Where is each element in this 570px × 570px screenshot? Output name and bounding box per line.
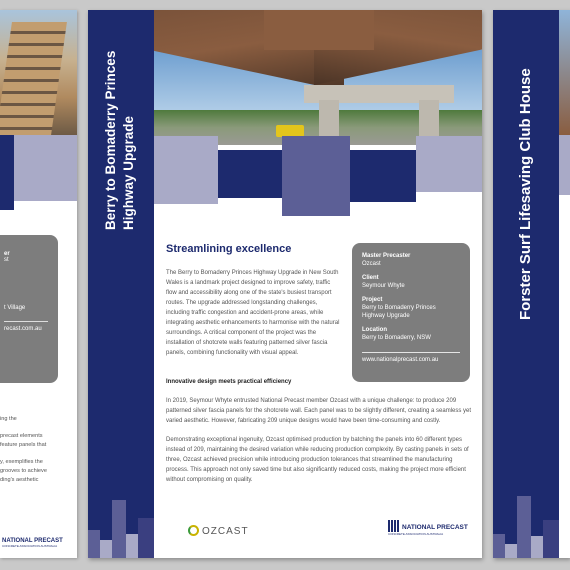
ozcast-wordmark: OZCAST bbox=[202, 526, 249, 537]
building-facade bbox=[0, 22, 67, 135]
bar bbox=[100, 540, 112, 558]
decor-block bbox=[154, 136, 218, 204]
master-precaster-label: Master Precaster bbox=[362, 253, 411, 259]
project-label: Project bbox=[362, 297, 383, 303]
bridge-photo bbox=[154, 10, 482, 145]
card-fragment: t Village bbox=[4, 305, 26, 311]
master-precaster-value: Ozcast bbox=[362, 261, 381, 267]
client-value: Seymour Whyte bbox=[362, 283, 405, 289]
decor-block bbox=[218, 150, 282, 198]
card-fragment: er bbox=[4, 251, 10, 257]
bar bbox=[505, 544, 517, 558]
client-label: Client bbox=[362, 275, 379, 281]
card-fragment: st bbox=[4, 257, 9, 263]
project-value: Berry to Bomaderry Princes Highway Upgrade bbox=[362, 305, 436, 319]
bar bbox=[531, 536, 543, 558]
national-precast-logo bbox=[2, 538, 63, 548]
vertical-project-title: Berry to Bomaderry Princes Highway Upgrade bbox=[103, 50, 136, 230]
national-precast-logo bbox=[388, 520, 468, 536]
bar bbox=[88, 530, 100, 558]
building-photo bbox=[0, 10, 77, 135]
bar bbox=[517, 496, 531, 558]
lavender-block bbox=[559, 135, 570, 195]
project-info-card bbox=[0, 235, 58, 383]
bar bbox=[112, 500, 126, 558]
ozcast-mark-icon bbox=[188, 525, 199, 536]
paragraph: Demonstrating exceptional ingenuity, Ozcast optimised production by batching the panels into 60 different types instead of 209, maintaining the desired variation while reducing production complexity. By casting panels in sets of three, Ozcast achieved precision while introducing production tolerances that streamlined the manufacturing process. This approach not only saved time but also significantly reduced costs, making the project more efficient without compromising on quality. bbox=[166, 437, 469, 483]
body-fragment: ing the bbox=[0, 416, 17, 422]
ozcast-logo bbox=[188, 525, 249, 537]
clubhouse-photo bbox=[559, 10, 570, 135]
decor-block bbox=[416, 136, 482, 192]
main-page bbox=[88, 10, 482, 558]
location-label: Location bbox=[362, 327, 387, 333]
bar-graphic bbox=[88, 490, 154, 558]
left-body-text bbox=[0, 415, 77, 493]
body-fragment: y, exemplifies the bbox=[0, 459, 43, 465]
body-text bbox=[166, 396, 476, 494]
body-fragment: precast elements bbox=[0, 433, 43, 439]
precast-bars-icon bbox=[388, 520, 400, 532]
right-page bbox=[493, 10, 570, 558]
card-divider bbox=[4, 321, 48, 322]
navy-strip bbox=[0, 135, 14, 210]
card-fragment: recast.com.au bbox=[4, 326, 42, 332]
body-fragment: feature panels that bbox=[0, 442, 47, 448]
bar bbox=[543, 520, 559, 558]
intro-text: The Berry to Bomaderry Princes Highway Upgrade in New South Wales is a landmark project designed to improve safety, traffic flow and accessibility along one of the state's busiest transport routes. The upgrade addressed longstanding challenges, including traffic congestion and accident-prone areas, while integrating aesthetic enhancements to harmonise with the natural surroundings. A critical component of the project was the installation of shotcrete walls featuring patterned silver fascia panels, combining functionality with visual appeal. bbox=[166, 270, 340, 356]
subheading: Innovative design meets practical efficiency bbox=[166, 379, 292, 385]
vertical-project-title: Forster Surf Lifesaving Club House bbox=[517, 68, 534, 320]
card-divider bbox=[362, 352, 460, 353]
website-link[interactable]: www.nationalprecast.com.au bbox=[362, 357, 439, 363]
logo-text: NATIONAL PRECAST bbox=[2, 538, 63, 544]
bar-graphic bbox=[493, 490, 559, 558]
bar bbox=[126, 534, 138, 558]
lavender-block bbox=[14, 135, 77, 201]
location-value: Berry to Bomaderry, NSW bbox=[362, 335, 431, 341]
decor-block bbox=[350, 150, 416, 202]
logo-text: NATIONAL PRECAST bbox=[402, 524, 468, 531]
intro-paragraph bbox=[166, 268, 342, 358]
logo-subtext: CONCRETE ASSOCIATION AUSTRALIA bbox=[388, 532, 444, 536]
logo-subtext: CONCRETE ASSOCIATION AUSTRALIA bbox=[2, 544, 58, 548]
bar bbox=[493, 534, 505, 558]
body-fragment: grooves to achieve bbox=[0, 468, 47, 474]
bar bbox=[138, 518, 154, 558]
decor-block bbox=[282, 136, 350, 216]
bridge-deck-center bbox=[264, 10, 374, 50]
project-info-card bbox=[352, 243, 470, 382]
paragraph: In 2019, Seymour Whyte entrusted National Precast member Ozcast with a unique challenge: to produce 209 patterned silver fascia panels for the shotcrete wall. Each panel was to be slightly different, creating a seamless yet varied aesthetic. However, fabricating 209 unique designs would have been time-consuming and costly. bbox=[166, 398, 472, 424]
section-heading: Streamlining excellence bbox=[166, 243, 292, 255]
body-fragment: ding's aesthetic bbox=[0, 477, 39, 483]
left-page bbox=[0, 10, 77, 558]
